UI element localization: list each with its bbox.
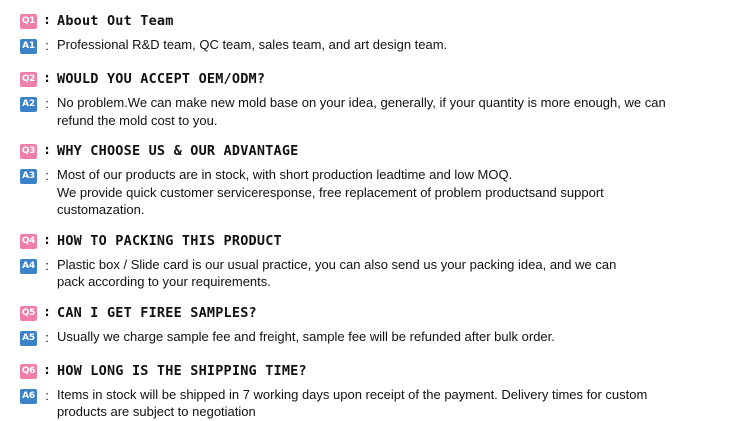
faq-list [20, 11, 736, 421]
colon: : [45, 257, 49, 273]
answer-text [57, 36, 447, 54]
answer-line: Plastic box / Slide card is our usual practice, you can also send us your packing idea, and we can [57, 256, 617, 272]
colon: : [43, 71, 51, 86]
answer-line: products are subject to negotiation [57, 404, 256, 419]
answer-row [20, 94, 736, 129]
question-badge-icon: Q4 [20, 234, 37, 249]
colon: : [45, 168, 49, 183]
answer-line: Usually we charge sample fee and freight, sample fee will be refunded after bulk order. [57, 328, 555, 344]
answer-line: We provide quick customer serviceresponse, free replacement of problem productsand support [57, 184, 604, 200]
colon: : [43, 13, 51, 28]
question-badge-icon: Q6 [20, 364, 37, 379]
faq-item [20, 141, 736, 219]
question-text: WOULD YOU ACCEPT OEM/ODM? [57, 71, 266, 87]
colon: : [45, 96, 49, 111]
answer-badge-icon: A2 [20, 97, 37, 112]
faq-item [20, 361, 736, 421]
faq-item [20, 11, 736, 56]
question-row [20, 361, 736, 382]
answer-text [57, 256, 616, 291]
answer-row [20, 256, 736, 291]
colon: : [45, 38, 49, 53]
answer-badge-icon: A6 [20, 389, 37, 404]
question-row [20, 303, 736, 324]
answer-row [20, 36, 736, 56]
question-badge-icon: Q3 [20, 144, 37, 159]
question-text: WHY CHOOSE US & OUR ADVANTAGE [57, 143, 299, 159]
colon: : [43, 304, 51, 320]
answer-line: Professional R&D team, QC team, sales team, and art design team. [57, 37, 448, 52]
answer-line: pack according to your requirements. [57, 274, 271, 289]
answer-line: Items in stock will be shipped in 7 working days upon receipt of the payment. Delivery times for custom [57, 386, 648, 402]
faq-item [20, 69, 736, 129]
question-text: HOW TO PACKING THIS PRODUCT [57, 232, 282, 249]
colon: : [45, 329, 49, 345]
question-badge-icon: Q1 [20, 14, 37, 29]
colon: : [43, 362, 51, 378]
question-row [20, 11, 736, 32]
question-row [20, 141, 736, 162]
colon: : [45, 387, 49, 403]
answer-row [20, 386, 736, 421]
answer-text [57, 386, 647, 421]
answer-text [57, 328, 555, 346]
answer-badge-icon: A4 [20, 259, 37, 274]
answer-line: customazation. [57, 202, 145, 217]
question-text: HOW LONG IS THE SHIPPING TIME? [57, 362, 307, 379]
question-row [20, 69, 736, 90]
colon: : [43, 143, 51, 158]
question-text: About Out Team [57, 13, 174, 29]
question-badge-icon: Q5 [20, 306, 37, 321]
answer-text [57, 166, 604, 219]
faq-item [20, 303, 736, 348]
answer-row [20, 328, 736, 348]
question-badge-icon: Q2 [20, 72, 37, 87]
answer-text [57, 94, 666, 129]
answer-badge-icon: A1 [20, 39, 37, 54]
answer-line: Most of our products are in stock, with short production leadtime and low MOQ. [57, 167, 513, 182]
question-row [20, 231, 736, 252]
faq-item [20, 231, 736, 291]
answer-line: refund the mold cost to you. [57, 112, 218, 128]
answer-line: No problem.We can make new mold base on your idea, generally, if your quantity is more enough, we can [57, 95, 666, 110]
colon: : [43, 232, 51, 248]
question-text: CAN I GET FIREE SAMPLES? [57, 304, 257, 321]
answer-row [20, 166, 736, 219]
answer-badge-icon: A5 [20, 331, 37, 346]
answer-badge-icon: A3 [20, 169, 37, 184]
